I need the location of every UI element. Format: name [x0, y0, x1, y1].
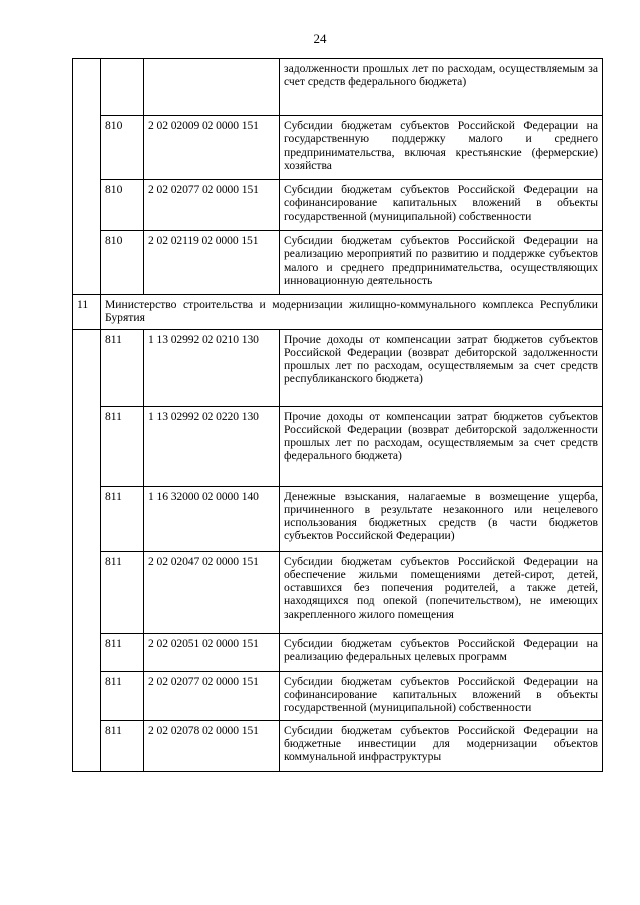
- table-row: [73, 720, 603, 771]
- revenue-code-cell: 2 02 02077 02 0000 151: [144, 671, 280, 720]
- admin-code-cell: 811: [101, 720, 144, 771]
- admin-code-cell: 811: [101, 633, 144, 671]
- table-row: [73, 633, 603, 671]
- admin-code-cell: 810: [101, 180, 144, 231]
- revenue-code-cell: 2 02 02119 02 0000 151: [144, 231, 280, 295]
- table-row: [73, 329, 603, 406]
- table-row: [73, 180, 603, 231]
- revenue-code-cell: [144, 59, 280, 116]
- empty-number-cell: [73, 329, 101, 771]
- admin-code-cell: 811: [101, 486, 144, 551]
- section-number-cell: [73, 59, 101, 295]
- table-row: [73, 231, 603, 295]
- revenue-code-cell: 1 13 02992 02 0220 130: [144, 406, 280, 486]
- table-row: [73, 486, 603, 551]
- revenue-name-cell: Субсидии бюджетам субъектов Российской Федерации на обеспечение жильми помещениями детей-сирот, детей, оставшихся без попечения родителей, а также детей, находящихся под опекой (попечительством), не имеющих закрепленного жилого помещения: [280, 551, 603, 633]
- section-number-cell: 11: [73, 295, 101, 330]
- revenue-code-cell: 1 16 32000 02 0000 140: [144, 486, 280, 551]
- revenue-code-cell: 2 02 02078 02 0000 151: [144, 720, 280, 771]
- revenue-name-cell: Субсидии бюджетам субъектов Российской Федерации на государственную поддержку малого и среднего предпринимательства, включая крестьянские (фермерские) хозяйства: [280, 116, 603, 180]
- table-row: [73, 671, 603, 720]
- ministry-heading-row: [73, 295, 603, 330]
- admin-code-cell: 811: [101, 551, 144, 633]
- revenue-code-cell: 1 13 02992 02 0210 130: [144, 329, 280, 406]
- revenue-code-cell: 2 02 02077 02 0000 151: [144, 180, 280, 231]
- admin-code-cell: 811: [101, 671, 144, 720]
- admin-code-cell: 810: [101, 116, 144, 180]
- revenue-name-cell: Субсидии бюджетам субъектов Российской Федерации на софинансирование капитальных вложений в объекты государственной (муниципальной) собственности: [280, 671, 603, 720]
- page-number: 24: [313, 31, 327, 46]
- admin-code-cell: 811: [101, 329, 144, 406]
- revenue-name-cell: Прочие доходы от компенсации затрат бюджетов субъектов Российской Федерации (возврат дебиторской задолженности прошлых лет по расходам, осуществляемым за счет средств федерального бюджета): [280, 406, 603, 486]
- revenue-name-cell: Прочие доходы от компенсации затрат бюджетов субъектов Российской Федерации (возврат дебиторской задолженности прошлых лет по расходам, осуществляемым за счет средств республиканского бюджета): [280, 329, 603, 406]
- table-row: [73, 551, 603, 633]
- revenue-name-cell: Субсидии бюджетам субъектов Российской Федерации на софинансирование капитальных вложений в объекты государственной (муниципальной) собственности: [280, 180, 603, 231]
- ministry-name-cell: Министерство строительства и модернизации жилищно-коммунального комплекса Республики Бурятия: [101, 295, 603, 330]
- revenue-name-cell: задолженности прошлых лет по расходам, осуществляемым за счет средств федерального бюджета): [280, 59, 603, 116]
- table-row: [73, 59, 603, 116]
- admin-code-cell: 811: [101, 406, 144, 486]
- admin-code-cell: 810: [101, 231, 144, 295]
- revenue-administrators-table: [72, 58, 603, 772]
- revenue-name-cell: Субсидии бюджетам субъектов Российской Федерации на реализацию мероприятий по развитию и поддержке субъектов малого и среднего предпринимательства, осуществляющих инновационную деятельность: [280, 231, 603, 295]
- revenue-code-cell: 2 02 02051 02 0000 151: [144, 633, 280, 671]
- revenue-code-cell: 2 02 02009 02 0000 151: [144, 116, 280, 180]
- admin-code-cell: [101, 59, 144, 116]
- revenue-name-cell: Денежные взыскания, налагаемые в возмещение ущерба, причиненного в результате незаконного или нецелевого использования бюджетных средств (в части бюджетов субъектов Российской Федерации): [280, 486, 603, 551]
- revenue-name-cell: Субсидии бюджетам субъектов Российской Федерации на реализацию федеральных целевых программ: [280, 633, 603, 671]
- table-row: [73, 406, 603, 486]
- table-row: [73, 116, 603, 180]
- revenue-code-cell: 2 02 02047 02 0000 151: [144, 551, 280, 633]
- revenue-name-cell: Субсидии бюджетам субъектов Российской Федерации на бюджетные инвестиции для модернизации объектов коммунальной инфраструктуры: [280, 720, 603, 771]
